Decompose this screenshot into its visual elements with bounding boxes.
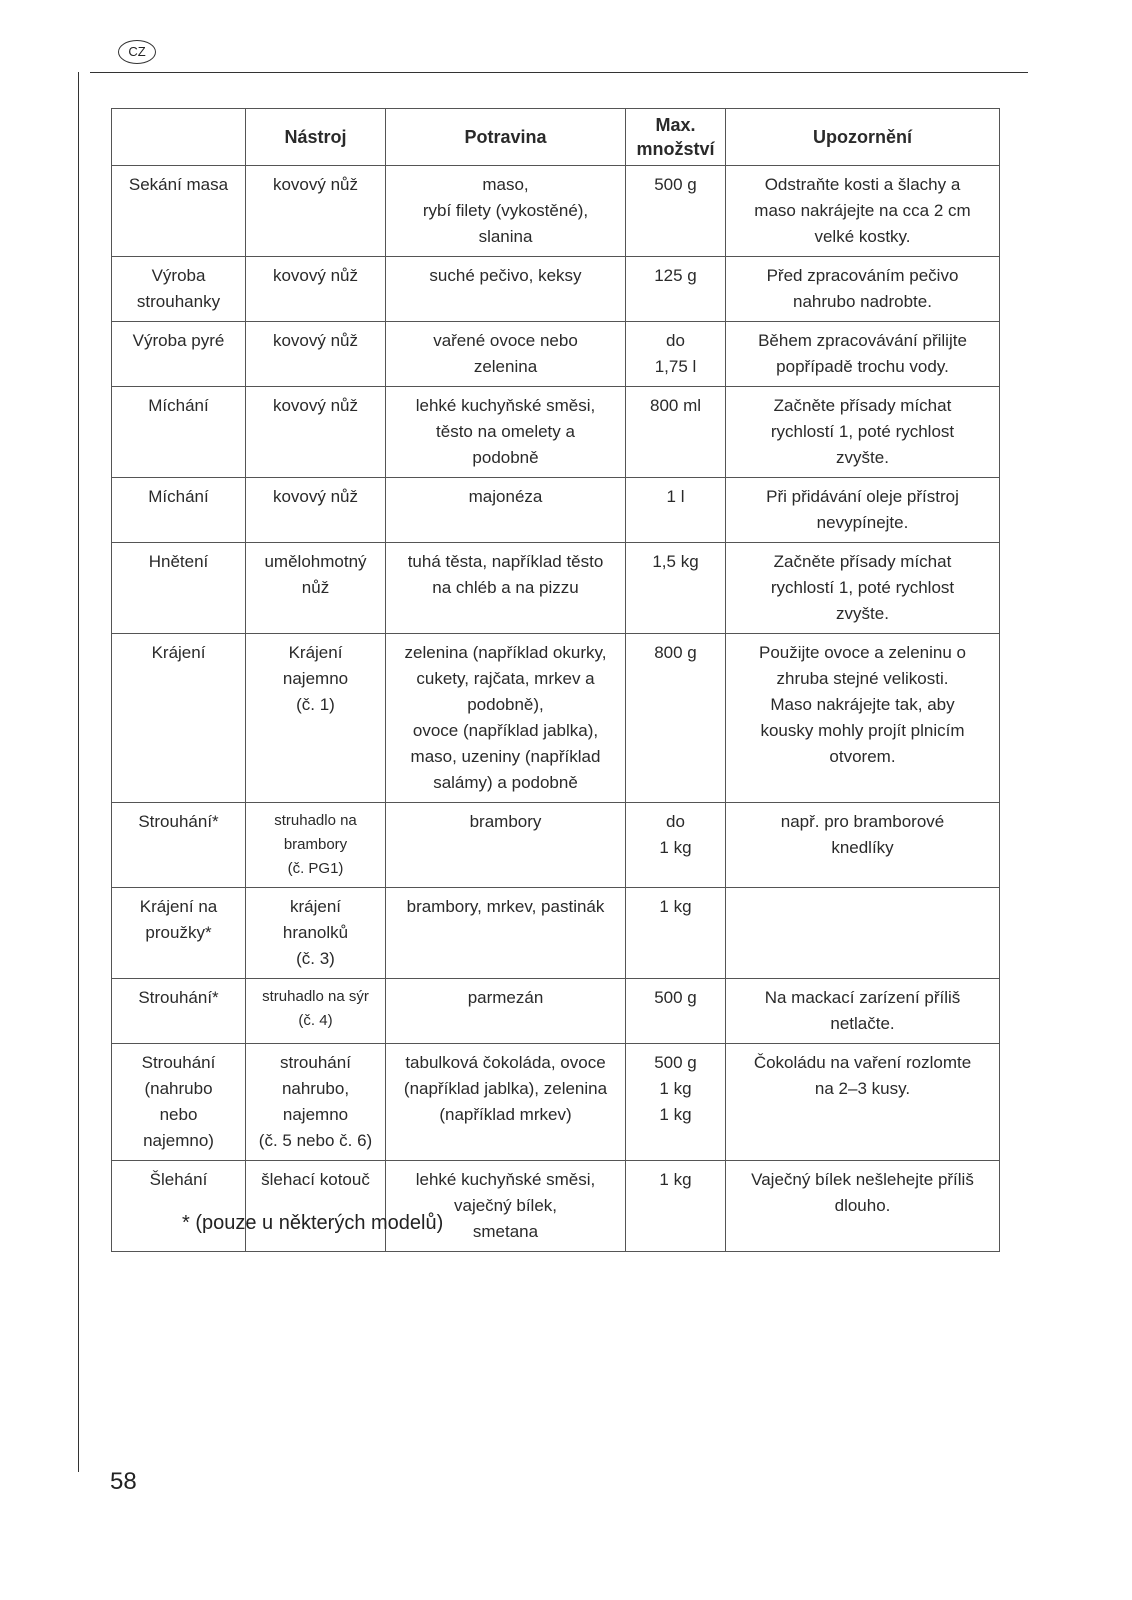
header-task [112, 109, 246, 166]
cell-tool: kovový nůž [246, 166, 386, 257]
cell-task: Výroba pyré [112, 322, 246, 387]
cell-qty: do 1 kg [626, 803, 726, 888]
footnote: * (pouze u některých modelů) [182, 1212, 444, 1234]
cell-tool: kovový nůž [246, 478, 386, 543]
table-row [112, 166, 1000, 257]
cell-qty: do 1,75 l [626, 322, 726, 387]
cell-task: Strouhání* [112, 803, 246, 888]
cell-qty: 800 ml [626, 387, 726, 478]
header-tool: Nástroj [246, 109, 386, 166]
cell-food: zelenina (například okurky, cukety, rajčata, mrkev a podobně), ovoce (například jablka), maso, uzeniny (například salámy) a podobně [386, 634, 626, 803]
cell-note: Odstraňte kosti a šlachy a maso nakrájejte na cca 2 cm velké kostky. [726, 166, 1000, 257]
cell-qty: 1 l [626, 478, 726, 543]
cell-qty: 500 g 1 kg 1 kg [626, 1044, 726, 1161]
cell-tool: struhadlo na brambory (č. PG1) [246, 803, 386, 888]
cell-food: lehké kuchyňské směsi, těsto na omelety a podobně [386, 387, 626, 478]
cell-qty: 125 g [626, 257, 726, 322]
cell-task: Krájení na proužky* [112, 888, 246, 979]
table-row [112, 803, 1000, 888]
cell-note: Na mackací zarízení příliš netlačte. [726, 979, 1000, 1044]
cell-note: Čokoládu na vaření rozlomte na 2–3 kusy. [726, 1044, 1000, 1161]
cell-qty: 1 kg [626, 888, 726, 979]
cell-note: Vaječný bílek nešlehejte příliš dlouho. [726, 1161, 1000, 1252]
cell-task: Výroba strouhanky [112, 257, 246, 322]
table-row [112, 979, 1000, 1044]
cell-food: tabulková čokoláda, ovoce (například jablka), zelenina (například mrkev) [386, 1044, 626, 1161]
table-row [112, 387, 1000, 478]
table-row [112, 478, 1000, 543]
cell-tool: kovový nůž [246, 387, 386, 478]
cell-note: Začněte přísady míchat rychlostí 1, poté rychlost zvyšte. [726, 387, 1000, 478]
cell-note: Použijte ovoce a zeleninu o zhruba stejné velikosti. Maso nakrájejte tak, aby kousky mohly projít plnicím otvorem. [726, 634, 1000, 803]
table-row [112, 322, 1000, 387]
cell-food: suché pečivo, keksy [386, 257, 626, 322]
cell-food: maso, rybí filety (vykostěné), slanina [386, 166, 626, 257]
cell-task: Šlehání [112, 1161, 246, 1252]
cell-note: Při přidávání oleje přístroj nevypínejte. [726, 478, 1000, 543]
table-row [112, 257, 1000, 322]
cell-food: lehké kuchyňské směsi, vaječný bílek, smetana [386, 1161, 626, 1252]
cell-note: Během zpracovávání přilijte popřípadě trochu vody. [726, 322, 1000, 387]
cell-qty: 1 kg [626, 1161, 726, 1252]
language-badge: CZ [118, 40, 156, 64]
header-note: Upozornění [726, 109, 1000, 166]
table-header-row [112, 109, 1000, 166]
cell-note [726, 888, 1000, 979]
usage-table [111, 108, 1000, 1252]
table-row [112, 1044, 1000, 1161]
top-rule [90, 72, 1028, 73]
cell-task: Krájení [112, 634, 246, 803]
left-rule [78, 72, 79, 1472]
cell-task: Hnětení [112, 543, 246, 634]
cell-qty: 1,5 kg [626, 543, 726, 634]
cell-tool: Krájení najemno (č. 1) [246, 634, 386, 803]
cell-tool: kovový nůž [246, 257, 386, 322]
table-row [112, 888, 1000, 979]
cell-task: Míchání [112, 478, 246, 543]
cell-food: vařené ovoce nebo zelenina [386, 322, 626, 387]
cell-qty: 800 g [626, 634, 726, 803]
cell-food: parmezán [386, 979, 626, 1044]
cell-tool: strouhání nahrubo, najemno (č. 5 nebo č. 6) [246, 1044, 386, 1161]
cell-tool: šlehací kotouč [246, 1161, 386, 1252]
cell-note: Začněte přísady míchat rychlostí 1, poté rychlost zvyšte. [726, 543, 1000, 634]
table-row [112, 634, 1000, 803]
cell-tool: umělohmotný nůž [246, 543, 386, 634]
cell-tool: kovový nůž [246, 322, 386, 387]
cell-task: Strouhání (nahrubo nebo najemno) [112, 1044, 246, 1161]
cell-tool: krájení hranolků (č. 3) [246, 888, 386, 979]
table-row [112, 543, 1000, 634]
page-number: 58 [110, 1468, 137, 1495]
table-row [112, 1161, 1000, 1252]
cell-tool: struhadlo na sýr (č. 4) [246, 979, 386, 1044]
cell-note: např. pro bramborové knedlíky [726, 803, 1000, 888]
cell-task: Strouhání* [112, 979, 246, 1044]
cell-food: brambory, mrkev, pastinák [386, 888, 626, 979]
cell-note: Před zpracováním pečivo nahrubo nadrobte. [726, 257, 1000, 322]
cell-food: brambory [386, 803, 626, 888]
cell-food: tuhá těsta, například těsto na chléb a na pizzu [386, 543, 626, 634]
header-food: Potravina [386, 109, 626, 166]
cell-qty: 500 g [626, 979, 726, 1044]
header-max-qty: Max. množství [626, 109, 726, 166]
cell-task: Sekání masa [112, 166, 246, 257]
cell-food: majonéza [386, 478, 626, 543]
cell-qty: 500 g [626, 166, 726, 257]
cell-task: Míchání [112, 387, 246, 478]
